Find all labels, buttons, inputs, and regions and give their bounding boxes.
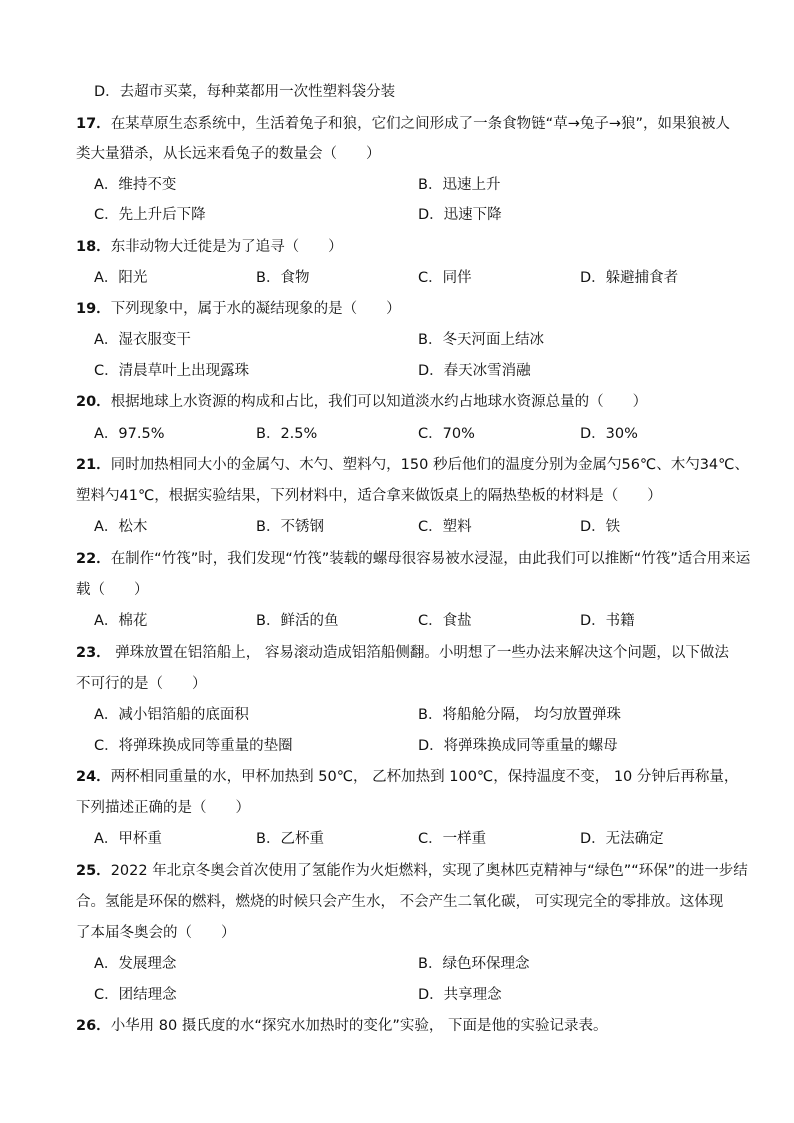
q18-option-c: C．同伴 — [418, 270, 472, 286]
question-21-number: 21． — [76, 457, 111, 473]
question-20-number: 20． — [76, 394, 111, 410]
question-19-line-1 — [76, 298, 748, 320]
q22-option-d: D．书籍 — [580, 613, 635, 629]
q19-option-b: B．冬天河面上结冰 — [418, 332, 544, 348]
q20-option-d: D．30% — [580, 426, 638, 442]
q23-option-a: A．减小铝箔船的底面积 — [94, 707, 249, 723]
q24-option-a: A．甲杯重 — [94, 831, 162, 847]
question-22-number: 22． — [76, 551, 111, 567]
question-24-number: 24． — [76, 769, 111, 785]
q25-option-b: B．绿色环保理念 — [418, 956, 530, 972]
question-25-text-2: 合。氢能是环保的燃料，燃烧的时候只会产生水， 不会产生二氧化碳， 可实现完全的零排放。这体现 — [76, 894, 724, 910]
question-17-line-1 — [76, 113, 748, 135]
question-22-line-1 — [76, 548, 751, 570]
question-17-number: 17． — [76, 116, 111, 132]
q25-option-a: A．发展理念 — [94, 956, 177, 972]
question-17-text-2: 类大量猎杀，从长远来看兔子的数量会（ ） — [76, 146, 381, 162]
q25-option-c: C．团结理念 — [94, 987, 177, 1003]
q20-option-c: C．70% — [418, 426, 475, 442]
question-23-number: 23． — [76, 645, 111, 661]
question-24-text-2: 下列描述正确的是（ ） — [76, 800, 250, 816]
question-25-line-1 — [76, 860, 748, 882]
q22-option-c: C．食盐 — [418, 613, 472, 629]
question-20-line-1 — [76, 391, 748, 413]
q21-option-d: D．铁 — [580, 519, 621, 535]
question-21-line-1 — [76, 454, 748, 476]
question-23-text-2: 不可行的是（ ） — [76, 676, 207, 692]
q18-option-d: D．躲避捕食者 — [580, 270, 679, 286]
question-18-line-1 — [76, 236, 748, 258]
q22-option-a: A．棉花 — [94, 613, 148, 629]
question-21-text-2: 塑料勺41℃，根据实验结果，下列材料中，适合拿来做饭桌上的隔热垫板的材料是（ ） — [76, 488, 662, 504]
question-26-line-1 — [76, 1015, 748, 1037]
question-25-text-1: 2022 年北京冬奥会首次使用了氢能作为火炬燃料，实现了奥林匹克精神与“绿色”“环保”的进一步结 — [110, 863, 748, 879]
question-23-line-1 — [76, 642, 748, 664]
question-22-text-1: 在制作“竹筏”时，我们发现“竹筏”装载的螺母很容易被水浸湿，由此我们可以推断“竹筏”适合用来运 — [110, 551, 751, 567]
question-25-text-3: 了本届冬奥会的（ ） — [76, 925, 236, 941]
question-24-text-1: 两杯相同重量的水，甲杯加热到 50℃， 乙杯加热到 100℃，保持温度不变， 10 分钟后再称量， — [110, 769, 739, 785]
q23-option-c: C．将弹珠换成同等重量的垫圈 — [94, 738, 293, 754]
q20-option-a: A．97.5% — [94, 426, 165, 442]
q18-option-a: A．阳光 — [94, 270, 148, 286]
question-24-line-1 — [76, 766, 748, 788]
q24-option-b: B．乙杯重 — [256, 831, 324, 847]
q21-option-c: C．塑料 — [418, 519, 472, 535]
q17-option-d: D．迅速下降 — [418, 207, 502, 223]
q24-option-d: D．无法确定 — [580, 831, 664, 847]
q18-option-b: B．食物 — [256, 270, 310, 286]
question-17-text-1: 在某草原生态系统中，生活着兔子和狼，它们之间形成了一条食物链“草→兔子→狼”，如果狼被人 — [110, 116, 731, 132]
question-23-text-1: 弹珠放置在铝箔船上， 容易滚动造成铝箔船侧翻。小明想了一些办法来解决这个问题，以下做法 — [110, 645, 729, 661]
question-25-number: 25． — [76, 863, 111, 879]
q19-option-c: C．清晨草叶上出现露珠 — [94, 363, 250, 379]
q17-option-a: A．维持不变 — [94, 177, 177, 193]
q22-option-b: B．鲜活的鱼 — [256, 613, 339, 629]
question-19-number: 19． — [76, 301, 111, 317]
q24-option-c: C．一样重 — [418, 831, 487, 847]
q23-option-b: B．将船舱分隔， 均匀放置弹珠 — [418, 707, 622, 723]
q16-option-d: D．去超市买菜，每种菜都用一次性塑料袋分装 — [94, 84, 396, 100]
question-26-number: 26． — [76, 1018, 111, 1034]
question-26-text-1: 小华用 80 摄氏度的水“探究水加热时的变化”实验， 下面是他的实验记录表。 — [110, 1018, 608, 1034]
q20-option-b: B．2.5% — [256, 426, 318, 442]
question-22-text-2: 载（ ） — [76, 582, 149, 598]
q25-option-d: D．共享理念 — [418, 987, 502, 1003]
q21-option-b: B．不锈钢 — [256, 519, 324, 535]
question-18-number: 18． — [76, 239, 111, 255]
q23-option-d: D．将弹珠换成同等重量的螺母 — [418, 738, 618, 754]
question-20-text-1: 根据地球上水资源的构成和占比，我们可以知道淡水约占地球水资源总量的（ ） — [110, 394, 648, 410]
q19-option-d: D．春天冰雪消融 — [418, 363, 531, 379]
q17-option-b: B．迅速上升 — [418, 177, 501, 193]
q21-option-a: A．松木 — [94, 519, 148, 535]
q17-option-c: C．先上升后下降 — [94, 207, 206, 223]
q19-option-a: A．湿衣服变干 — [94, 332, 191, 348]
question-21-text-1: 同时加热相同大小的金属勺、木勺、塑料勺，150 秒后他们的温度分别为金属勺56℃、木勺34℃、 — [110, 457, 749, 473]
question-19-text-1: 下列现象中，属于水的凝结现象的是（ ） — [110, 301, 401, 317]
question-18-text-1: 东非动物大迁徙是为了追寻（ ） — [110, 239, 343, 255]
